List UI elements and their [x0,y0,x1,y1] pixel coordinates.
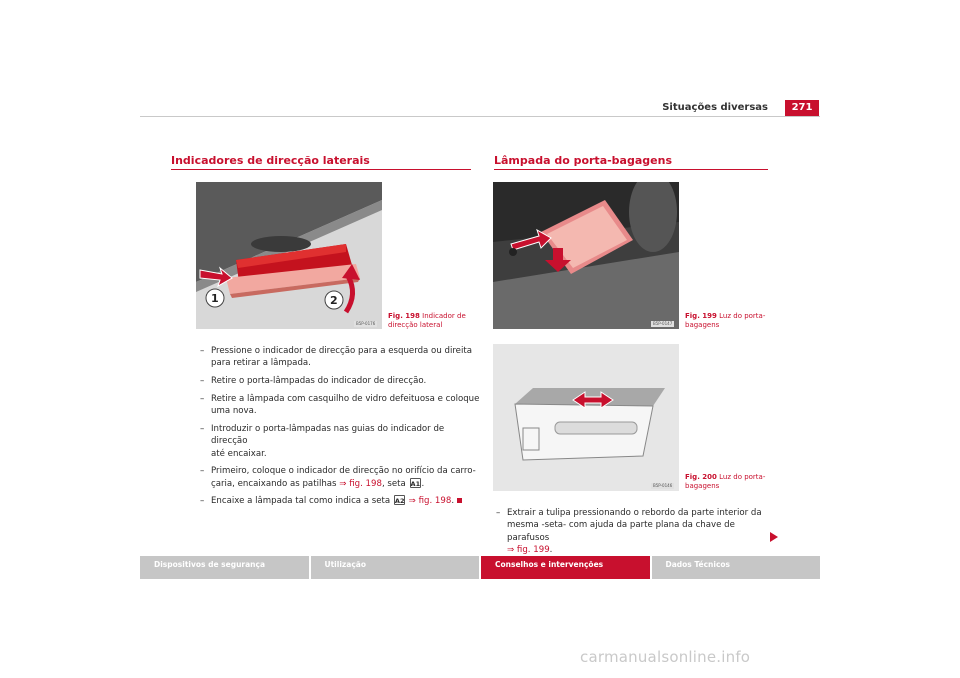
arrow-badge-a1: A1 [410,479,421,488]
right-steps-list [496,507,776,562]
continue-arrow-icon[interactable] [770,532,778,542]
section-end-mark [457,498,462,503]
list-item: – Pressione o indicador de direcção para a esquerda ou direita para retirar a lâmpada. [200,345,480,370]
figure-199-caption [685,312,765,330]
list-item: – Extrair a tulipa pressionando o rebordo da parte interior da mesma -seta- com ajuda da parte plana da chave de parafusos ⇒ fig. 199. [496,507,776,556]
list-item: – Retire o porta-lâmpadas do indicador de direcção. [200,375,480,387]
section-heading-turn-indicators: Indicadores de direcção laterais [171,154,370,167]
figure-200-caption [685,473,765,491]
caption-label: Fig. 198 [388,312,420,320]
figure-link[interactable]: ⇒ fig. 198 [405,496,452,507]
figure-link[interactable]: ⇒ fig. 199 [507,544,550,555]
page-number: 271 [785,100,819,116]
tab-advice[interactable]: Conselhos e intervenções [481,556,650,579]
left-steps-list [200,345,480,513]
caption-label: Fig. 199 [685,312,717,320]
running-header-title: Situações diversas [662,102,768,113]
tab-safety[interactable]: Dispositivos de segurança [140,556,309,579]
image-code: B5P-0147 [653,321,673,326]
image-code: B5P-0146 [653,483,673,488]
section-heading-rule [494,169,768,170]
image-code: B5P-0176 [356,321,376,326]
marker-2: 2 [330,294,338,307]
caption-text: Indicador de [422,312,466,320]
lamp-housing-illustration [493,344,679,491]
watermark: carmanualsonline.info [580,648,751,666]
caption-text: bagagens [685,321,720,329]
marker-1: 1 [211,292,219,305]
figure-198-image [196,182,382,329]
caption-text: direcção lateral [388,321,443,329]
list-item: – Retire a lâmpada com casquilho de vidro defeituosa e coloque uma nova. [200,393,480,418]
footer-navigation [140,556,820,579]
tab-technical-data[interactable]: Dados Técnicos [652,556,821,579]
section-heading-luggage-lamp: Lâmpada do porta-bagagens [494,154,672,167]
section-heading-rule [171,169,471,170]
figure-199-image [493,182,679,329]
arrow-badge-a2: A2 [394,497,405,506]
figure-198-caption [388,312,466,330]
header-rule [140,116,820,117]
figure-link[interactable]: ⇒ fig. 198 [339,478,382,489]
list-item: – Introduzir o porta-lâmpadas nas guias do indicador de direcção até encaixar. [200,423,480,460]
caption-label: Fig. 200 [685,473,717,481]
luggage-lamp-illustration [493,182,679,329]
list-item: – Primeiro, coloque o indicador de direcção no orifício da carro- çaria, encaixando as patilhas ⇒ fig. 198, seta A1. [200,465,480,490]
figure-200-image [493,344,679,491]
tab-usage[interactable]: Utilização [311,556,480,579]
caption-text: Luz do porta- [719,473,766,481]
caption-text: bagagens [685,482,720,490]
turn-indicator-illustration [196,182,382,329]
caption-text: Luz do porta- [719,312,766,320]
list-item: – Encaixe a lâmpada tal como indica a seta A2 ⇒ fig. 198. [200,495,480,507]
